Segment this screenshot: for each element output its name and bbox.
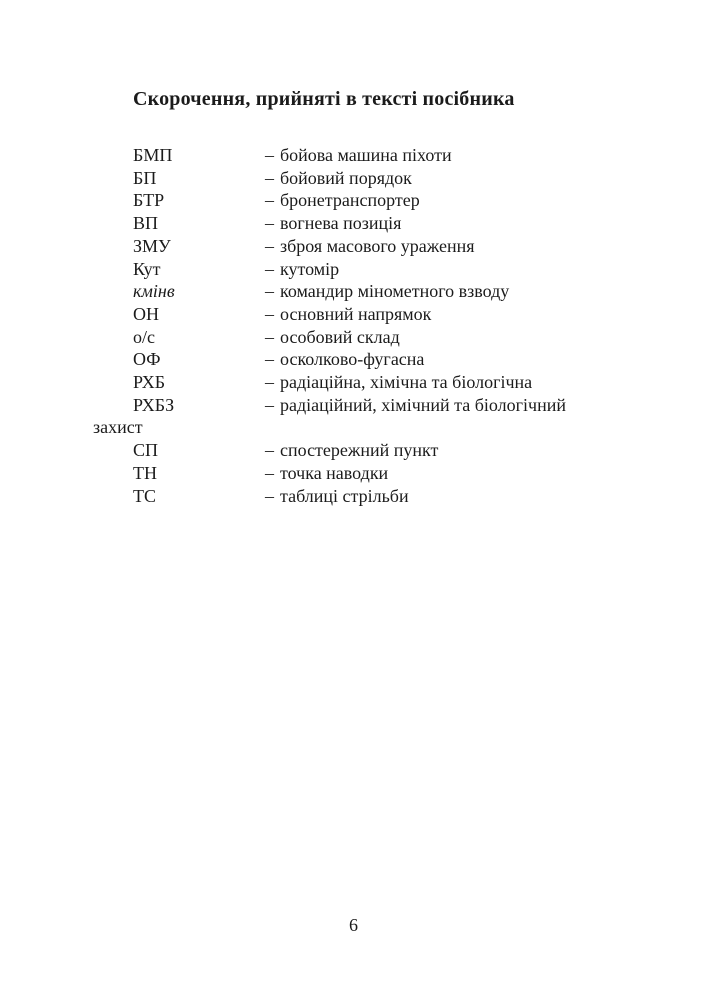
- definition-text: [265, 281, 509, 301]
- abbreviation-label: ТН: [133, 462, 157, 483]
- abbreviation-label: ОН: [133, 303, 159, 324]
- abbreviation-list: [93, 144, 638, 507]
- abbreviation-label: БП: [133, 167, 157, 188]
- abbreviation-row: [93, 144, 638, 167]
- abbreviation-row: [93, 462, 638, 485]
- abbreviation-label: РХБЗ: [133, 394, 175, 415]
- abbreviation-label: ТС: [133, 485, 157, 506]
- definition-text: [265, 213, 401, 233]
- definition-text: [265, 304, 431, 324]
- abbreviation-label: РХБ: [133, 372, 166, 393]
- abbreviation-label: о/с: [133, 326, 155, 347]
- dash: –: [265, 349, 274, 370]
- definition-label: бронетранспортер: [280, 190, 420, 211]
- dash: –: [265, 485, 274, 506]
- definition-text: [265, 168, 412, 188]
- definition-label: точка наводки: [280, 462, 389, 483]
- abbreviation-label: СП: [133, 440, 159, 461]
- abbreviation-row: [93, 326, 638, 349]
- abbreviation-label: ВП: [133, 213, 159, 234]
- definition-text: [265, 486, 409, 506]
- dash: –: [265, 145, 274, 165]
- dash: –: [265, 281, 274, 302]
- abbreviation-row: [93, 258, 638, 281]
- page-number: 6: [349, 915, 358, 935]
- abbreviation-row: [93, 439, 638, 462]
- definition-label: радіаційний, хімічний та біологічний: [280, 394, 566, 415]
- abbreviation-row: [93, 348, 638, 371]
- dash: –: [265, 394, 274, 415]
- definition-text: [265, 327, 400, 347]
- definition-continuation: захист: [93, 417, 143, 438]
- dash: –: [265, 326, 274, 347]
- page-title: Скорочення, прийняті в тексті посібника: [133, 88, 515, 110]
- dash: –: [265, 235, 274, 256]
- abbreviation-row: [93, 167, 638, 190]
- definition-text: [265, 236, 474, 256]
- abbreviation-row: [93, 280, 638, 303]
- definition-text: [265, 349, 424, 369]
- abbreviation-row: [93, 189, 638, 212]
- definition-label: бойовий порядок: [280, 167, 412, 188]
- definition-label: кутомір: [280, 258, 340, 279]
- dash: –: [265, 190, 274, 211]
- page-content: [93, 86, 638, 507]
- definition-text: [265, 190, 420, 210]
- definition-label: таблиці стрільби: [280, 485, 409, 506]
- abbreviation-row: [93, 485, 638, 508]
- abbreviation-label: ЗМУ: [133, 235, 171, 256]
- abbreviation-label: БТР: [133, 190, 165, 211]
- definition-text: [265, 145, 452, 165]
- abbreviation-row: [93, 212, 638, 235]
- definition-text: [265, 463, 388, 483]
- abbreviation-row: [93, 235, 638, 258]
- abbreviation-row: [93, 371, 638, 394]
- definition-text: [265, 372, 532, 392]
- abbreviation-label: БМП: [133, 145, 173, 165]
- definition-text: [265, 440, 438, 460]
- definition-label: радіаційна, хімічна та біологічна: [280, 372, 533, 393]
- definition-text: [265, 395, 566, 415]
- definition-label: командир мінометного взводу: [280, 281, 510, 302]
- dash: –: [265, 167, 274, 188]
- definition-label: спостережний пункт: [280, 440, 439, 461]
- definition-label: основний напрямок: [280, 303, 432, 324]
- abbreviation-row: [93, 394, 638, 417]
- abbreviation-label: ОФ: [133, 349, 161, 370]
- dash: –: [265, 440, 274, 461]
- dash: –: [265, 372, 274, 393]
- dash: –: [265, 258, 274, 279]
- definition-label: вогнева позиція: [280, 213, 402, 234]
- abbreviation-label: Кут: [133, 258, 161, 279]
- abbreviation-row: [93, 303, 638, 326]
- abbreviation-label: кмінв: [133, 281, 175, 302]
- definition-label: осколково-фугасна: [280, 349, 425, 370]
- definition-label: бойова машина піхоти: [280, 145, 452, 165]
- dash: –: [265, 303, 274, 324]
- dash: –: [265, 213, 274, 234]
- definition-label: особовий склад: [280, 326, 400, 347]
- definition-text: [265, 259, 339, 279]
- definition-label: зброя масового ураження: [280, 235, 475, 256]
- dash: –: [265, 462, 274, 483]
